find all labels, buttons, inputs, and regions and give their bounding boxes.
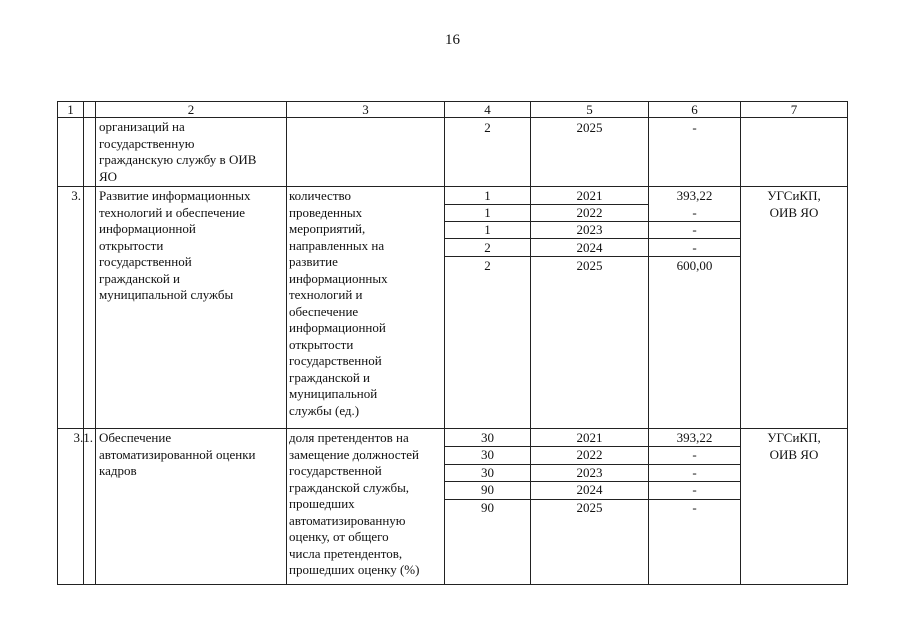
year-value: 2024 [576,482,603,497]
target-value: 1 [484,205,491,220]
row-indicator: количество проведенных мероприятий, направленных на развитие информационных технологий и обеспечение информационной открытости государственной гражданской и муниципальной службы (ед.) [289,188,388,418]
year-value: 2024 [576,240,603,255]
amount-value: - [692,447,697,462]
amount-value: - [692,222,697,237]
year-value: 2022 [576,205,603,220]
row-name: организаций на государственную гражданскую службу в ОИВ ЯО [99,119,257,184]
col-divider [286,102,287,584]
header-cell: 3 [362,102,369,117]
row-name: Развитие информационных технологий и обеспечение информационной открытости государственной гражданской и муниципальной службы [99,188,251,302]
amount-value: - [692,120,697,135]
amount-value: 393,22 [676,430,713,445]
header-cell: 5 [586,102,593,117]
target-value: 30 [481,430,494,445]
header-cell: 7 [790,102,798,117]
target-value: 30 [481,447,494,462]
amount-value: - [692,482,697,497]
amount-value: 600,00 [676,258,713,273]
data-table [57,101,848,585]
year-value: 2022 [576,447,603,462]
row-name: Обеспечение автоматизированной оценки кадров [99,430,256,478]
year-value: 2023 [576,222,603,237]
row-indicator: доля претендентов на замещение должностей государственной гражданской службы, прошедших автоматизированную оценку, от общего числа претендентов, прошедших оценку (%) [289,430,420,577]
amount-value: - [692,240,697,255]
header-cell: 6 [691,102,698,117]
target-value: 2 [484,120,491,135]
target-value: 90 [481,482,494,497]
header-cell: 1 [67,102,74,117]
year-value: 2025 [576,258,603,273]
amount-value: - [692,500,697,515]
row-number: 3.1. [73,430,93,445]
target-value: 2 [484,240,491,255]
target-value: 90 [481,500,494,515]
year-value: 2023 [576,465,603,480]
row-divider [58,186,847,187]
amount-value: 393,22 [676,188,713,203]
page-number: 16 [445,32,460,48]
row-divider [58,117,847,118]
year-value: 2021 [576,430,603,445]
target-value: 30 [481,465,494,480]
year-value: 2025 [576,120,603,135]
row-executor: УГСиКП, ОИВ ЯО [767,430,821,462]
header-cell: 4 [484,102,491,117]
target-value: 2 [484,258,491,273]
amount-value: - [692,205,697,220]
col-divider [95,102,96,584]
row-executor: УГСиКП, ОИВ ЯО [767,188,821,220]
year-value: 2025 [576,500,603,515]
year-value: 2021 [576,188,603,203]
target-value: 1 [484,222,491,237]
col-divider [740,102,741,584]
target-value: 1 [484,188,491,203]
col-divider [83,102,84,584]
subrow-divider [445,256,740,257]
row-number: 3. [71,188,81,203]
row-divider [58,428,847,429]
subrow-divider [445,238,740,239]
amount-value: - [692,465,697,480]
header-cell: 2 [187,102,195,117]
